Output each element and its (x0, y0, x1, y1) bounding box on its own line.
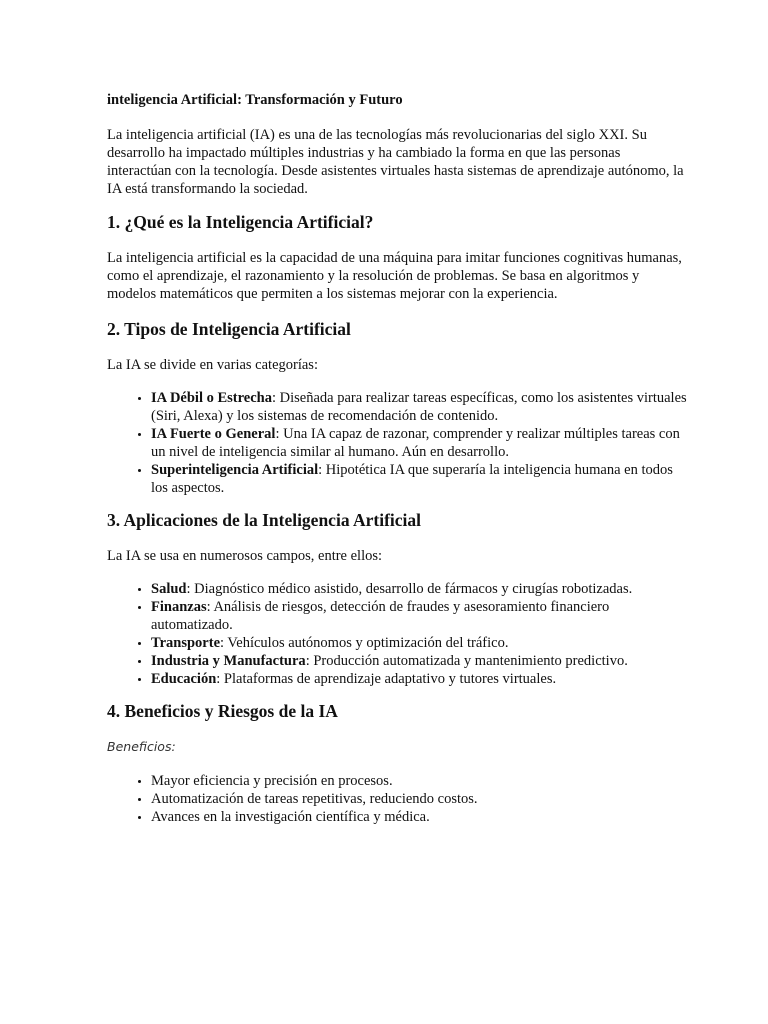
list-item-desc: : Vehículos autónomos y optimización del tráfico. (220, 635, 509, 651)
list-item-desc: : Plataformas de aprendizaje adaptativo y tutores virtuales. (216, 671, 557, 687)
section-1-heading: 1. ¿Qué es la Inteligencia Artificial? (107, 212, 374, 232)
list-item-desc: : Análisis de riesgos, detección de fraudes y asesoramiento financiero automatizado. (151, 599, 610, 633)
list-item (151, 389, 687, 425)
intro-paragraph: La inteligencia artificial (IA) es una de las tecnologías más revolucionarias del siglo XXI. Su desarrollo ha impactado múltiples industrias y ha cambiado la forma en que las personas interactúan con la tecnología. Desde asistentes virtuales hasta sistemas de aprendizaje autónomo, la IA está transformando la sociedad. (107, 127, 684, 197)
list-item-term: Industria y Manufactura (151, 653, 306, 669)
list-item-term: Transporte (151, 635, 221, 651)
list-item (151, 598, 687, 634)
list-item (151, 634, 687, 652)
list-item-term: IA Débil o Estrecha (151, 390, 272, 406)
list-item (151, 652, 687, 670)
section-3-paragraph: La IA se usa en numerosos campos, entre ellos: (107, 548, 383, 564)
benefits-list (107, 772, 687, 826)
list-item (151, 670, 687, 688)
list-item (151, 425, 687, 461)
list-item (151, 580, 687, 598)
section-4-heading: 4. Beneficios y Riesgos de la IA (107, 701, 338, 721)
section-2-paragraph: La IA se divide en varias categorías: (107, 357, 318, 373)
list-item-desc: : Diseñada para realizar tareas específicas, como los asistentes virtuales (Siri, Alexa) y los sistemas de recomendación de contenido. (151, 390, 687, 424)
list-item: • Automatización de tareas repetitivas, reduciendo costos. (151, 790, 687, 808)
section-2-heading: 2. Tipos de Inteligencia Artificial (107, 319, 351, 339)
list-item-term: IA Fuerte o General (151, 426, 276, 442)
list-item-term: Finanzas (151, 599, 207, 615)
list-item-desc: : Producción automatizada y mantenimiento predictivo. (305, 653, 628, 669)
section-1-paragraph: La inteligencia artificial es la capacidad de una máquina para imitar funciones cognitivas humanas, como el aprendizaje, el razonamiento y la resolución de problemas. Se basa en algoritmos y modelos matemáticos que permiten a los sistemas mejorar con la experiencia. (107, 250, 682, 302)
section-3-list (107, 580, 687, 688)
section-2-list (107, 389, 687, 497)
section-3-heading: 3. Aplicaciones de la Inteligencia Artificial (107, 510, 422, 530)
document-page (107, 90, 687, 838)
benefits-label: Beneficios: (107, 739, 176, 754)
list-item-term: Educación (151, 671, 217, 687)
list-item: • Avances en la investigación científica y médica. (151, 808, 687, 826)
list-item-desc: : Una IA capaz de razonar, comprender y realizar múltiples tareas con un nivel de inteligencia similar al humano. Aún en desarrollo. (151, 426, 680, 460)
list-item-desc: : Diagnóstico médico asistido, desarrollo de fármacos y cirugías robotizadas. (186, 581, 633, 597)
list-item (151, 461, 687, 497)
document-title: inteligencia Artificial: Transformación y Futuro (107, 92, 403, 108)
list-item-term: Superinteligencia Artificial (151, 462, 319, 478)
list-item-term: Salud (151, 581, 187, 597)
list-item: • Mayor eficiencia y precisión en procesos. (151, 772, 687, 790)
list-item-desc: : Hipotética IA que superaría la inteligencia humana en todos los aspectos. (151, 462, 673, 496)
